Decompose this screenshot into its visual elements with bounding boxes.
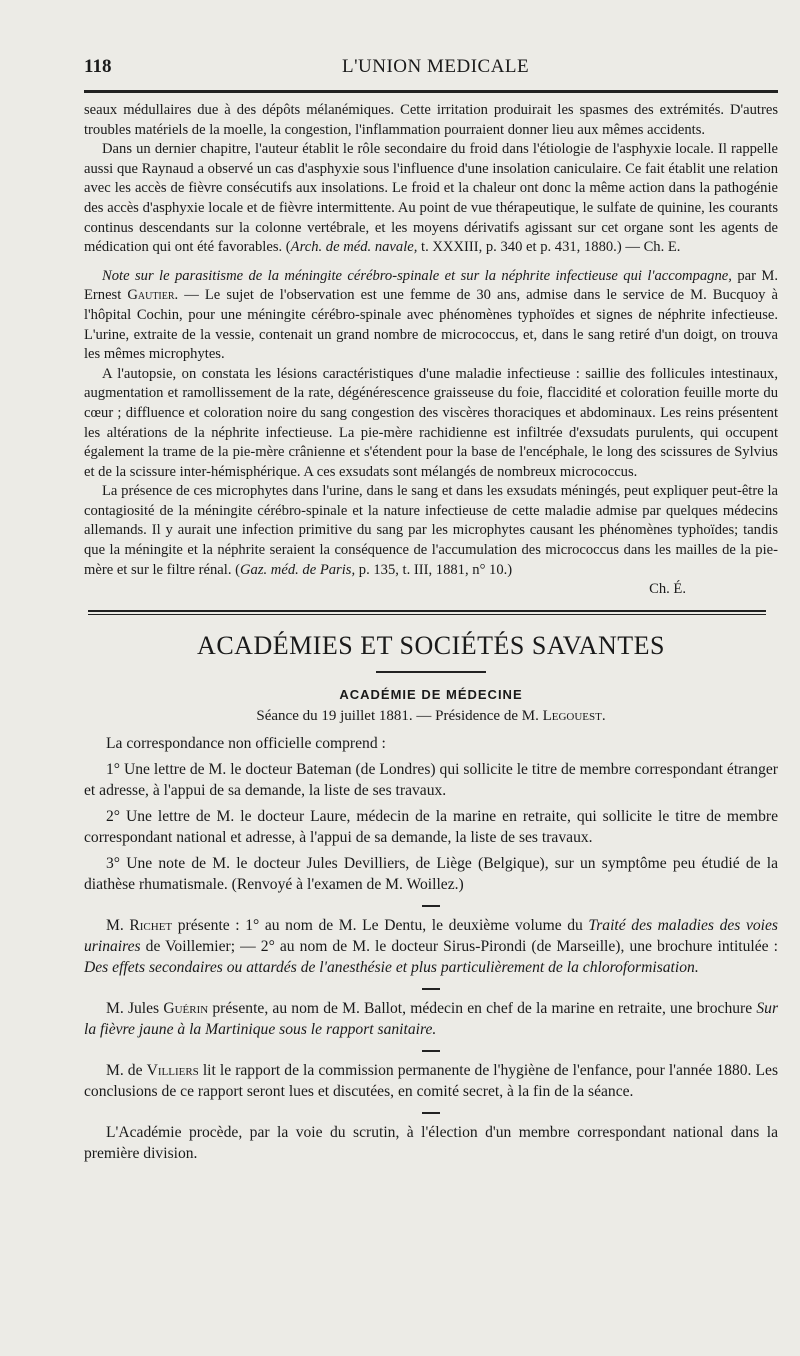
paragraph-text: Dans un dernier chapitre, l'auteur établit le rôle secondaire du froid dans l'étiologie de l'asphyxie locale. Il rappelle aussi que Raynaud a observé un cas d'asphyxie sous l'influence d'une insolation caniculaire. Ce fait établit une relation avec les accès de fièvre consécutifs aux insolations. Le froid et la chaleur ont donc la même action dans la pathogénie des accès d'asphyxie locale et de fièvre intermittente. Au point de vue thérapeutique, le sulfate de quinine, les courants continus descendants sur la colonne vertébrale, et les moyens dérivatifs agissant sur cet organe sont les agents de médication qui ont été favorables. ( xyxy=(84,141,778,256)
paragraph: seaux médullaires due à des dépôts mélanémiques. Cette irritation produirait les spasmes des extrémités. D'autres troubles matériels de la moelle, la congestion, l'inflammation pourraient donner lieu aux mêmes accidents. xyxy=(84,102,778,138)
book-title: Traité des maladies des voies urinaires xyxy=(84,916,778,955)
journal-reference: Gaz. méd. de Paris, xyxy=(240,561,356,578)
president-name: Legouest xyxy=(542,707,602,724)
section-subhead: ACADÉMIE DE MÉDECINE xyxy=(339,686,523,702)
correspondence-item: 1° Une lettre de M. le docteur Bateman (de Londres) qui sollicite le titre de membre correspondant étranger et adresse, à l'appui de sa demande, la liste de ses travaux. xyxy=(84,760,778,799)
article-title: Note sur le parasitisme de la méningite cérébro-spinale et sur la néphrite infectieuse qui l'accompagne, xyxy=(102,267,732,284)
correspondence-item: 3° Une note de M. le docteur Jules Devilliers, de Liège (Belgique), sur un symptôme peu étudié de la diathèse rhumatismale. (Renvoyé à l'examen de M. Woillez.) xyxy=(84,854,778,893)
running-head xyxy=(84,56,778,88)
academy-proceedings xyxy=(84,733,778,1164)
paragraph xyxy=(84,140,778,258)
book-title: Sur la fièvre jaune à la Martinique sous le rapport sanitaire. xyxy=(84,999,779,1038)
section-title: ACADÉMIES ET SOCIÉTÉS SAVANTES xyxy=(197,630,665,660)
person-name: Villiers xyxy=(146,1061,199,1079)
paragraph xyxy=(84,915,778,978)
page-number: 118 xyxy=(84,56,112,77)
title-rule xyxy=(376,671,486,673)
session-line xyxy=(84,708,778,725)
paragraph-text: p. 135, t. III, 1881, n° 10.) xyxy=(355,561,513,578)
paragraph: L'Académie procède, par la voie du scrutin, à l'élection d'un membre correspondant national dans la première division. xyxy=(84,1123,778,1162)
paragraph: La correspondance non officielle comprend : xyxy=(106,734,386,752)
section-rule xyxy=(88,610,766,615)
paragraph-text: M. Jules xyxy=(106,999,164,1017)
separator-dash xyxy=(422,1112,440,1114)
paragraph xyxy=(84,267,778,365)
paragraph xyxy=(84,482,778,580)
paragraph-text: lit le rapport de la commission permanente de l'hygiène de l'enfance, pour l'année 1880. Les conclusions de ce rapport seront lues et discutées, en comité secret, à la fin de la séance. xyxy=(84,1061,779,1100)
session-text: Séance du 19 juillet 1881. — Présidence de M. xyxy=(256,707,543,724)
paragraph-text: présente, au nom de M. Ballot, médecin en chef de la marine en retraite, une brochure xyxy=(208,999,757,1017)
paragraph-text: M. de xyxy=(106,1061,147,1079)
separator-dash xyxy=(422,905,440,907)
separator-dash xyxy=(422,1050,440,1052)
book-title: Des effets secondaires ou attardés de l'anesthésie et plus particulièrement de la chloroformisation. xyxy=(84,958,699,976)
paragraph-text: La présence de ces microphytes dans l'urine, dans le sang et dans les exsudats méningés, peut expliquer peut-être la contagiosité de la méningite cérébro-spinale et la nature infectieuse de cette maladie admise par quelques médecins allemands. Il y aurait une infection primitive du sang par les microphytes causant les phénomènes typhoïdes; tandis que la méningite et la néphrite seraient la conséquence de l'accumulation des micrococcus dans les mailles de la pie-mère et sur le filtre rénal. ( xyxy=(84,483,778,578)
paragraph-text: par M. Ernest xyxy=(84,267,778,304)
author-name: Gautier xyxy=(127,287,175,304)
paragraph-text: présente : 1° au nom de M. Le Dentu, le deuxième volume du xyxy=(172,916,589,934)
person-name: Guérin xyxy=(163,999,209,1017)
review-text xyxy=(84,101,778,600)
paragraph-text: t. XXXIII, p. 340 et p. 431, 1880.) — Ch. E. xyxy=(417,239,681,256)
paragraph-text: . — Le sujet de l'observation est une femme de 30 ans, admise dans le service de M. Bucquoy à l'hôpital Cochin, pour une méningite cérébro-spinale avec phénomènes typhoïdes et signes de néphrite infectieuse. L'urine, extraite de la vessie, contenait un grand nombre de micrococcus, et, dans le sang retiré d'un doigt, on trouva les mêmes microphytes. xyxy=(84,287,778,363)
separator-dash xyxy=(422,988,440,990)
session-text: . xyxy=(601,707,606,724)
paragraph: A l'autopsie, on constata les lésions caractéristiques d'une maladie infectieuse : saillie des follicules intestinaux, augmentation et ramollissement de la rate, dégénérescence graisseuse du foie, flaccidité et coloration feuille morte du cœur ; diffluence et coloration noire du sang congestion des viscères thoraciques et abdominaux. Les reins présentent les altérations de la néphrite infectieuse. La pie-mère rachidienne est infiltrée d'exsudats purulents, qui occupent également la trame de la pie-mère crânienne et s'étendent pour la base de l'encéphale, le long des scissures de Sylvius et de la scissure inter-hémisphérique. A ces exsudats sont mélangés de nombreux micrococcus. xyxy=(84,365,778,480)
journal-reference: Arch. de méd. navale, xyxy=(290,239,418,256)
paragraph xyxy=(84,1060,778,1102)
journal-title: L'UNION MEDICALE xyxy=(342,56,530,77)
signoff: Ch. É. xyxy=(649,581,686,598)
paragraph-text: de Voillemier; — 2° au nom de M. le docteur Sirus-Pirondi (de Marseille), une brochure intitulée : xyxy=(140,937,778,955)
paragraph-text: M. xyxy=(106,916,130,934)
correspondence-item: 2° Une lettre de M. le docteur Laure, médecin de la marine en retraite, qui sollicite le titre de membre correspondant national et adresse, à l'appui de sa demande, la liste de ses travaux. xyxy=(84,807,778,846)
person-name: Richet xyxy=(129,916,173,934)
header-rule xyxy=(84,90,778,93)
paragraph xyxy=(84,998,778,1040)
